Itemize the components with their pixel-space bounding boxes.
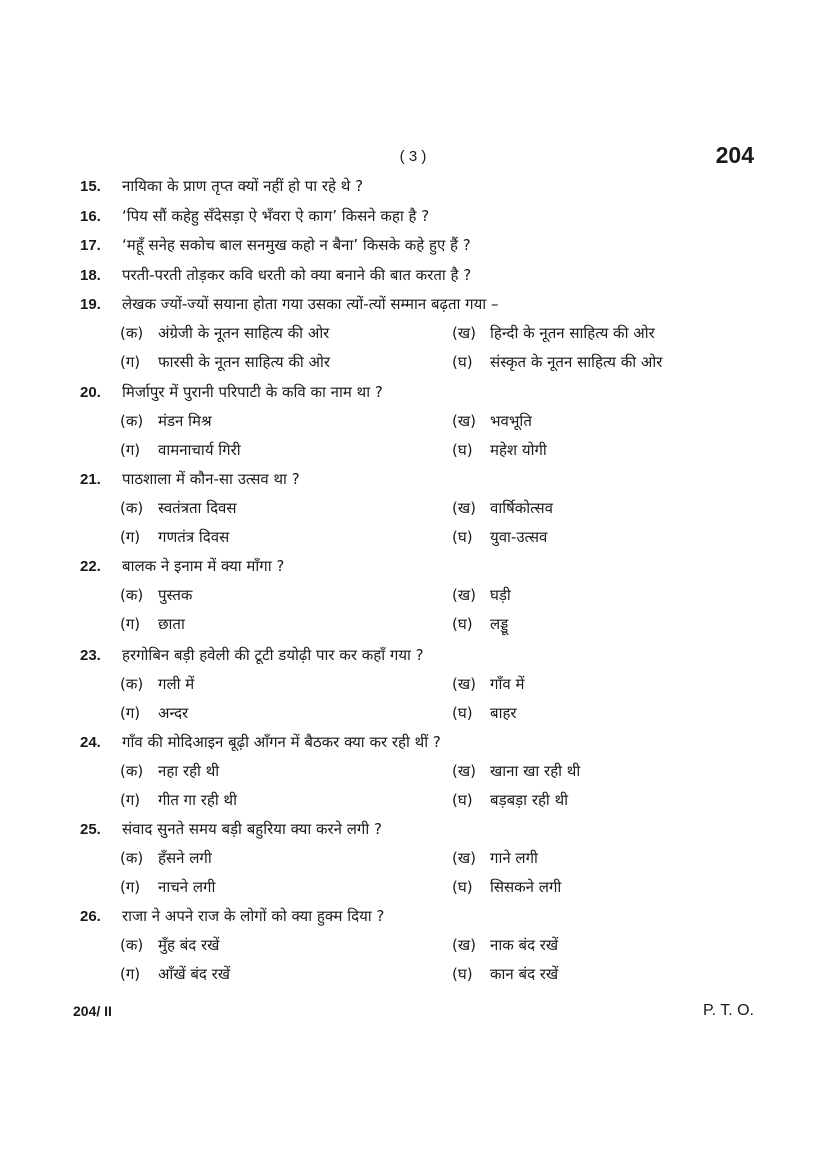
option-text: खाना खा रही थी [490, 762, 581, 780]
question-text: ‘महूँ सनेह सकोच बाल सनमुख कहो न बैना’ किसके कहे हुए हैं ? [122, 236, 471, 254]
question-18 [80, 262, 760, 288]
option-text: बड़बड़ा रही थी [490, 791, 569, 809]
question-text: मिर्जापुर में पुरानी परिपाटी के कवि का नाम था ? [122, 383, 383, 401]
option-label: (ख) [452, 849, 476, 867]
question-text: बालक ने इनाम में क्या माँगा ? [122, 557, 285, 575]
question-text: लेखक ज्यों-ज्यों सयाना होता गया उसका त्यों-त्यों सम्मान बढ़ता गया – [122, 295, 499, 313]
option-text: संस्कृत के नूतन साहित्य की ओर [490, 353, 663, 371]
question-number: 24. [80, 734, 101, 751]
option [120, 845, 212, 871]
option [452, 874, 561, 900]
option [120, 495, 237, 521]
option-label: (घ) [452, 965, 473, 983]
option-label: (क) [120, 324, 144, 342]
question-number: 20. [80, 384, 101, 401]
option-label: (ग) [120, 965, 141, 983]
option [120, 787, 237, 813]
option-text: लड्डू [490, 615, 509, 633]
paper-code: 204 [715, 142, 754, 168]
option [120, 320, 329, 346]
option [452, 961, 558, 987]
option-text: बाहर [490, 704, 517, 722]
option-label: (ख) [452, 762, 476, 780]
question-number: 17. [80, 237, 101, 254]
question-number: 18. [80, 267, 101, 284]
question-text: संवाद सुनते समय बड़ी बहुरिया क्या करने लगी ? [122, 820, 382, 838]
footer-pto: P. T. O. [703, 1002, 754, 1019]
option-text: युवा-उत्सव [490, 528, 548, 546]
option [452, 320, 655, 346]
question-text: पाठशाला में कौन-सा उत्सव था ? [122, 470, 300, 488]
option [120, 437, 241, 463]
option-text: नाक बंद रखें [490, 936, 559, 954]
question-text: राजा ने अपने राज के लोगों को क्या हुक्म दिया ? [122, 907, 385, 925]
option-text: गली में [158, 675, 195, 693]
option [452, 408, 532, 434]
question-text: हरगोबिन बड़ी हवेली की टूटी डयोढ़ी पार कर कहाँ गया ? [122, 646, 424, 664]
option-label: (क) [120, 586, 144, 604]
option-text: नहा रही थी [158, 762, 220, 780]
question-number: 25. [80, 821, 101, 838]
option-text: गणतंत्र दिवस [158, 528, 230, 546]
option-text: नाचने लगी [158, 878, 216, 896]
option-text: वार्षिकोत्सव [490, 499, 553, 517]
question-number: 15. [80, 178, 101, 195]
option-label: (ग) [120, 704, 141, 722]
option-label: (क) [120, 936, 144, 954]
option-text: मंडन मिश्र [158, 412, 212, 430]
option-label: (घ) [452, 528, 473, 546]
option-text: वामनाचार्य गिरी [158, 441, 241, 459]
option [452, 700, 517, 726]
option-label: (ख) [452, 324, 476, 342]
question-26 [80, 903, 760, 929]
option-label: (क) [120, 762, 144, 780]
question-17 [80, 232, 760, 258]
option-text: कान बंद रखें [490, 965, 559, 983]
question-number: 26. [80, 908, 101, 925]
question-22 [80, 553, 760, 579]
option-label: (ग) [120, 528, 141, 546]
option-text: भवभूति [490, 412, 532, 430]
option-label: (ग) [120, 878, 141, 896]
option [120, 349, 330, 375]
option [120, 582, 192, 608]
option-label: (ग) [120, 791, 141, 809]
question-25 [80, 816, 760, 842]
question-text: गाँव की मोदिआइन बूढ़ी आँगन में बैठकर क्या कर रही थीं ? [122, 733, 441, 751]
question-text: ‘पिय सौं कहेहु सँदेसड़ा ऐ भँवरा ऐ काग’ किसने कहा है ? [122, 207, 430, 225]
option-label: (क) [120, 849, 144, 867]
option-text: अंग्रेजी के नूतन साहित्य की ओर [158, 324, 330, 342]
question-number: 16. [80, 208, 101, 225]
option [120, 671, 194, 697]
option [120, 700, 188, 726]
option-label: (ख) [452, 586, 476, 604]
question-number: 23. [80, 647, 101, 664]
question-21 [80, 466, 760, 492]
question-15 [80, 173, 760, 199]
question-text: नायिका के प्राण तृप्त क्यों नहीं हो पा रहे थे ? [122, 177, 364, 195]
option-text: स्वतंत्रता दिवस [158, 499, 237, 517]
option-label: (ग) [120, 441, 141, 459]
option-text: पुस्तक [158, 586, 193, 604]
option-label: (ख) [452, 936, 476, 954]
option-label: (ख) [452, 499, 476, 517]
option-label: (घ) [452, 353, 473, 371]
question-number: 21. [80, 471, 101, 488]
option-text: अन्दर [158, 704, 189, 722]
option-text: गाँव में [490, 675, 525, 693]
footer-paper-code: 204/ II [73, 1003, 112, 1019]
option-text: गीत गा रही थी [158, 791, 237, 809]
option [120, 961, 230, 987]
option-text: हिन्दी के नूतन साहित्य की ओर [490, 324, 655, 342]
option [452, 495, 553, 521]
option-text: छाता [158, 615, 185, 633]
question-20 [80, 379, 760, 405]
option [452, 349, 662, 375]
option-text: गाने लगी [490, 849, 538, 867]
option-label: (क) [120, 499, 144, 517]
page-number: ( 3 ) [399, 148, 427, 165]
option [452, 611, 508, 637]
question-number: 19. [80, 296, 101, 313]
question-16 [80, 203, 760, 229]
question-23 [80, 642, 760, 668]
option-label: (ख) [452, 675, 476, 693]
option [452, 758, 580, 784]
option-label: (घ) [452, 441, 473, 459]
option [452, 787, 568, 813]
option-label: (ग) [120, 615, 141, 633]
question-19 [80, 291, 760, 317]
option [452, 845, 538, 871]
option [120, 408, 212, 434]
option [452, 524, 547, 550]
option-label: (घ) [452, 791, 473, 809]
option [452, 932, 558, 958]
option [120, 932, 219, 958]
option [452, 582, 511, 608]
option-label: (ग) [120, 353, 141, 371]
option-label: (घ) [452, 615, 473, 633]
option [452, 437, 547, 463]
option-text: मुँह बंद रखें [158, 936, 220, 954]
question-24 [80, 729, 760, 755]
option-text: सिसकने लगी [490, 878, 562, 896]
option [120, 611, 185, 637]
option-label: (घ) [452, 878, 473, 896]
option-label: (क) [120, 675, 144, 693]
option [452, 671, 524, 697]
question-text: परती-परती तोड़कर कवि धरती को क्या बनाने की बात करता है ? [122, 266, 472, 284]
option-text: महेश योगी [490, 441, 547, 459]
option [120, 758, 219, 784]
option-text: फारसी के नूतन साहित्य की ओर [158, 353, 330, 371]
option-label: (क) [120, 412, 144, 430]
option-text: हँसने लगी [158, 849, 212, 867]
option [120, 874, 215, 900]
option-label: (घ) [452, 704, 473, 722]
question-number: 22. [80, 558, 101, 575]
option-text: आँखें बंद रखें [158, 965, 231, 983]
option [120, 524, 229, 550]
option-label: (ख) [452, 412, 476, 430]
option-text: घड़ी [490, 586, 511, 604]
